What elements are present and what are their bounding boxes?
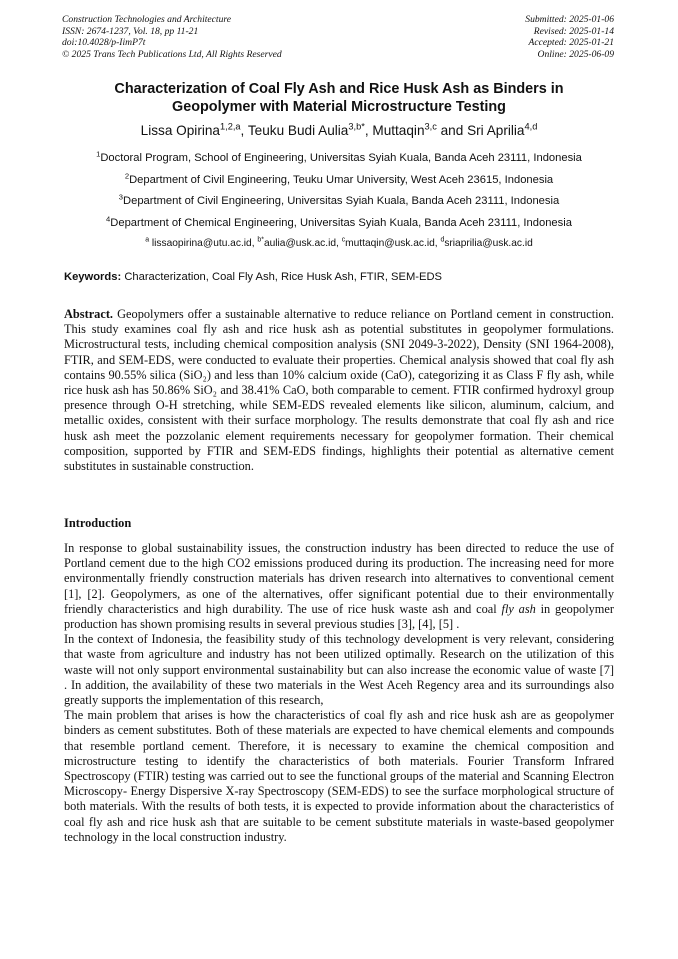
email-link[interactable]: aulia@usk.ac.id xyxy=(263,238,337,249)
author-name: Muttaqin xyxy=(372,123,425,138)
email-sup: a xyxy=(145,236,150,244)
intro-paragraph: The main problem that arises is how the characteristics of coal fly ash and rice husk ash are as geopolymer binders as cement substitutes. Both of these materials are expected to have chemical elements and compounds that resemble portland cement. Therefore, it is necessary to examine the chemical composition and microstructure testing to identify the characteristics of both materials. Fourier Transform Infrared Spectroscopy (FTIR) testing was carried out to see the functional groups of the material and Scanning Electron Microscopy- Energy Dispersive X-ray Spectroscopy (SEM-EDS) to see the surface morphological structure of both materials. With the results of both tests, it is expected to provide information about the characteristics of coal fly ash and rice husk ash that are suitable to be cement substitute materials in waste-based geopolymer technology in the local construction industry. xyxy=(64,708,614,844)
email-link[interactable]: lissaopirina@utu.ac.id xyxy=(151,238,252,249)
email-sup: c xyxy=(341,236,346,244)
author-list xyxy=(40,122,638,140)
intro-paragraph xyxy=(64,541,614,632)
affiliation-text: Department of Civil Engineering, Teuku Umar University, West Aceh 23615, Indonesia xyxy=(129,173,554,186)
affiliation xyxy=(30,215,648,237)
affiliation-number: 4 xyxy=(106,213,111,223)
author-separator: , xyxy=(364,123,373,138)
keywords-text: Characterization, Coal Fly Ash, Rice Husk Ash, FTIR, SEM-EDS xyxy=(124,271,443,283)
email-link[interactable]: sriaprilia@usk.ac.id xyxy=(444,238,533,249)
introduction-body xyxy=(64,541,614,845)
title-line-2: Geopolymer with Material Microstructure Testing xyxy=(172,99,506,115)
email-sup: d xyxy=(440,236,445,244)
keywords xyxy=(64,270,618,285)
author-emails: $^a$ lissaopirina@utu.ac.id, $^{b*}$aulia@usk.ac.id, $^c$muttaqin@usk.ac.id, $^d$sriaprilia@usk.ac.id xyxy=(145,236,533,249)
issn: ISSN: 2674-1237, Vol. 18, pp 11-21 xyxy=(62,25,199,37)
email-sup: b* xyxy=(257,236,264,244)
affiliation-number: 1 xyxy=(96,149,101,159)
author-sup: 4,d xyxy=(524,121,538,132)
intro-text: In response to global sustainability issues, the construction industry has been directed to reduce the use of Portland cement due to the high CO2 emissions produced during its production. The increasing need for more environmentally friendly construction materials has driven research into alternatives to conventional cement [1], [2]. Geopolymers, as one of the alternatives, offer significant potential due to their environmentally friendly characteristics and high durability. The use of rice husk waste ash and coal xyxy=(64,541,614,616)
revised-date: Revised: 2025-01-14 xyxy=(533,25,614,37)
submitted-date: Submitted: 2025-01-06 xyxy=(525,14,614,25)
affiliation-text: Department of Civil Engineering, Universitas Syiah Kuala, Banda Aceh 23111, Indonesia xyxy=(123,195,560,207)
abstract xyxy=(64,307,614,474)
author-sup: 3,b* xyxy=(348,121,365,132)
author-sup: 1,2,a xyxy=(220,121,241,132)
author-sup: 3,c xyxy=(424,121,437,132)
online-date: Online: 2025-06-09 xyxy=(537,48,614,60)
keywords-label: Keywords: xyxy=(64,271,122,283)
abstract-text: Geopolymers offer a sustainable alternative to reduce reliance on Portland cement in construction. This study examines coal fly ash and rice husk ash as potential substitutes in geopolymer formulations. Microstructural tests, including chemical composition analysis (SNI 2049-3-2022), Density (SNI 1964-2008), FTIR, and SEM-EDS, were conducted to evaluate their properties. Chemical analysis showed that coal fly ash contains 90.55% silica (SiO₂) and less than 10% calcium oxide (CaO), categorizing it as Class F fly ash, while rice husk ash has 50.86% SiO₂ and 38.41% CaO, both comparable to cement. FTIR confirmed hydroxyl group presence through O-H stretching, while SEM-EDS revealed elements like silicon, aluminum, calcium, and metallic oxides, consistent with their surface morphology. The results demonstrate that coal fly ash and rice husk ash meet the pozzolanic element requirements necessary for geopolymer formation. Their chemical composition, supported by FTIR and SEM-EDS findings, highlights their potential as alternative cement substitutes in sustainable construction. xyxy=(64,307,614,474)
dates-info xyxy=(525,14,614,60)
author-name: Lissa Opirina xyxy=(140,123,220,138)
affiliation xyxy=(30,172,648,194)
copyright: © 2025 Trans Tech Publications Ltd, All Rights Reserved xyxy=(62,48,282,60)
affiliations xyxy=(30,150,648,252)
abstract-label: Abstract. xyxy=(64,307,114,321)
introduction-heading: Introduction xyxy=(64,516,132,530)
journal-name: Construction Technologies and Architecture xyxy=(62,14,232,25)
author-name: Teuku Budi Aulia xyxy=(247,123,349,138)
author-separator: , xyxy=(240,123,248,138)
author-name: Sri Aprilia xyxy=(467,123,525,138)
intro-text: in geopolymer production has shown promising results in several previous studies [3], [4], [5] . xyxy=(64,601,614,632)
journal-info xyxy=(62,14,282,60)
affiliation xyxy=(30,150,648,172)
title-line-1: Characterization of Coal Fly Ash and Rice Husk Ash as Binders in xyxy=(114,81,564,97)
author-and: and xyxy=(436,123,468,138)
doi: doi:10.4028/p-IimP7t xyxy=(62,37,146,48)
affiliation-text: Doctoral Program, School of Engineering, Universitas Syiah Kuala, Banda Aceh 23111, Indonesia xyxy=(100,152,582,164)
affiliation-number: 3 xyxy=(118,192,124,202)
affiliation-number: 2 xyxy=(124,170,130,180)
affiliation xyxy=(30,193,648,215)
accepted-date: Accepted: 2025-01-21 xyxy=(528,37,614,48)
paper-title xyxy=(60,80,618,116)
affiliation-text: Department of Chemical Engineering, Universitas Syiah Kuala, Banda Aceh 23111, Indonesia xyxy=(110,216,572,229)
email-link[interactable]: muttaqin@usk.ac.id xyxy=(345,238,435,249)
intro-emphasis: fly ash xyxy=(501,601,536,616)
intro-paragraph: In the context of Indonesia, the feasibility study of this technology development is very relevant, considering that waste from agriculture and industry has not been utilized optimally. Research on the utilization of this waste will not only support environmental sustainability but can also increase the economic value of waste [7] . In addition, the availability of these two materials in the West Aceh Regency area and its surroundings also greatly supports the implementation of this research, xyxy=(64,632,614,708)
